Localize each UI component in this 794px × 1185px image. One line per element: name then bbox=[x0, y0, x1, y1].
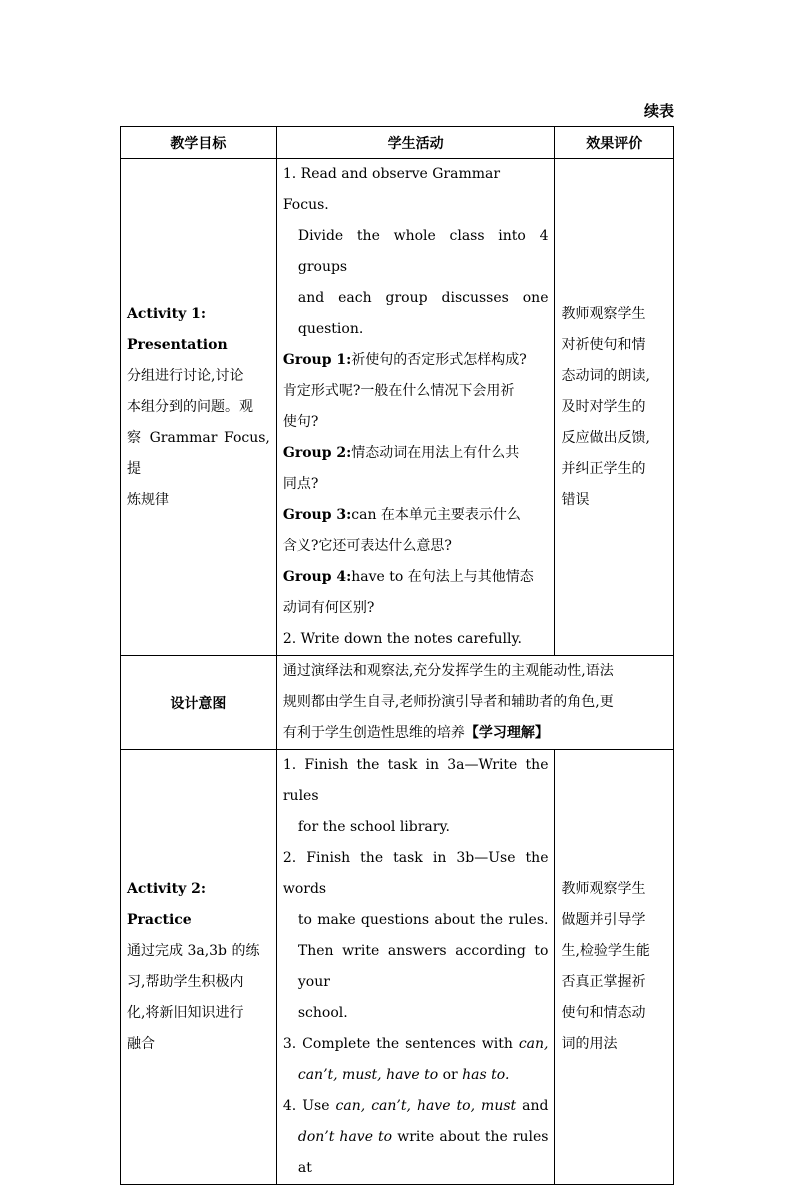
step-line: Then write answers according to your bbox=[297, 943, 549, 990]
activity1-goal-line: 本组分到的问题。观 bbox=[127, 398, 253, 415]
activity1-goal-line: 分组进行讨论,讨论 bbox=[127, 367, 244, 384]
design-intent-text bbox=[276, 656, 673, 750]
activity1-subtitle: Presentation bbox=[127, 336, 228, 353]
step-line: Divide the whole class into 4 groups bbox=[297, 228, 549, 275]
activity2-goal-line: 通过完成 3a,3b 的练 bbox=[127, 943, 260, 959]
eval-line: 教师观察学生 bbox=[561, 881, 646, 897]
eval-line: 词的用法 bbox=[561, 1036, 618, 1052]
group3-line: Group 3:can 在本单元主要表示什么 bbox=[282, 507, 521, 523]
activity2-activity-cell bbox=[276, 750, 555, 1185]
design-line: 通过演绎法和观察法,充分发挥学生的主观能动性,语法 bbox=[282, 663, 614, 679]
design-line: 有利于学生创造性思维的培养【学习理解】 bbox=[282, 725, 549, 741]
eval-line: 否真正掌握祈 bbox=[561, 974, 646, 990]
group3-line: 含义?它还可表达什么意思? bbox=[282, 538, 452, 554]
group2-line: Group 2:情态动词在用法上有什么共 bbox=[282, 445, 520, 461]
step-line: and each group discusses one bbox=[297, 290, 549, 306]
design-line: 规则都由学生自寻,老师扮演引导者和辅助者的角色,更 bbox=[282, 694, 614, 710]
group2-line: 同点? bbox=[282, 476, 319, 492]
eval-line: 并纠正学生的 bbox=[561, 460, 646, 477]
eval-line: 态动词的朗读, bbox=[561, 367, 650, 384]
continued-label: 续表 bbox=[643, 102, 674, 120]
lesson-table bbox=[120, 126, 674, 1185]
step-line: 3. Complete the sentences with can, bbox=[282, 1036, 549, 1052]
design-intent-label: 设计意图 bbox=[121, 656, 277, 750]
design-tag: 【学习理解】 bbox=[464, 725, 549, 741]
activity1-goal-cell bbox=[121, 159, 277, 656]
activity2-goal-cell bbox=[121, 750, 277, 1185]
eval-line: 使句和情态动 bbox=[561, 1005, 646, 1021]
header-goal: 教学目标 bbox=[121, 127, 277, 159]
activity2-row bbox=[121, 750, 674, 1185]
activity1-goal-line: 察 Grammar Focus,提 bbox=[127, 429, 270, 477]
step-line: to make questions about the rules. bbox=[297, 912, 549, 928]
header-activity: 学生活动 bbox=[276, 127, 555, 159]
eval-line: 对祈使句和情 bbox=[561, 336, 646, 353]
step-line: school. bbox=[297, 1005, 348, 1021]
group1-line: Group 1:祈使句的否定形式怎样构成? bbox=[282, 352, 527, 368]
group4-line: 动词有何区别? bbox=[282, 600, 375, 616]
group1-line: 使句? bbox=[282, 414, 319, 430]
activity2-evaluation-cell bbox=[555, 750, 674, 1185]
step-line: 2. Write down the notes carefully. bbox=[282, 631, 522, 647]
activity2-title: Activity 2: bbox=[127, 881, 207, 897]
eval-line: 及时对学生的 bbox=[561, 398, 646, 415]
eval-line: 生,检验学生能 bbox=[561, 943, 650, 959]
step-line: can’t, must, have to or has to. bbox=[297, 1067, 510, 1083]
activity1-row bbox=[121, 159, 674, 656]
step-line: don’t have to write about the rules at bbox=[297, 1129, 549, 1176]
step-line: 4. Use can, can’t, have to, must and bbox=[282, 1098, 549, 1114]
activity1-activity-cell bbox=[276, 159, 555, 656]
header-row bbox=[121, 127, 674, 159]
step-line: 1. Finish the task in 3a—Write the rules bbox=[282, 757, 549, 804]
step-line: question. bbox=[297, 321, 364, 337]
design-intent-row bbox=[121, 656, 674, 750]
header-evaluation: 效果评价 bbox=[555, 127, 674, 159]
activity2-goal-line: 融合 bbox=[127, 1036, 155, 1052]
activity2-goal-line: 习,帮助学生积极内 bbox=[127, 974, 244, 990]
eval-line: 做题并引导学 bbox=[561, 912, 646, 928]
eval-line: 教师观察学生 bbox=[561, 305, 646, 322]
activity2-goal-line: 化,将新旧知识进行 bbox=[127, 1005, 244, 1021]
step-line: 2. Finish the task in 3b—Use the words bbox=[282, 850, 549, 897]
step-line: 1. Read and observe Grammar Focus. bbox=[282, 166, 501, 213]
activity2-subtitle: Practice bbox=[127, 912, 192, 928]
activity1-goal-line: 炼规律 bbox=[127, 491, 169, 508]
group4-line: Group 4:have to 在句法上与其他情态 bbox=[282, 569, 534, 585]
activity1-title: Activity 1: bbox=[127, 305, 207, 322]
activity1-evaluation-cell bbox=[555, 159, 674, 656]
group1-line: 肯定形式呢?一般在什么情况下会用祈 bbox=[282, 383, 515, 399]
step-line: for the school library. bbox=[297, 819, 450, 835]
eval-line: 错误 bbox=[561, 491, 590, 508]
eval-line: 反应做出反馈, bbox=[561, 429, 650, 446]
